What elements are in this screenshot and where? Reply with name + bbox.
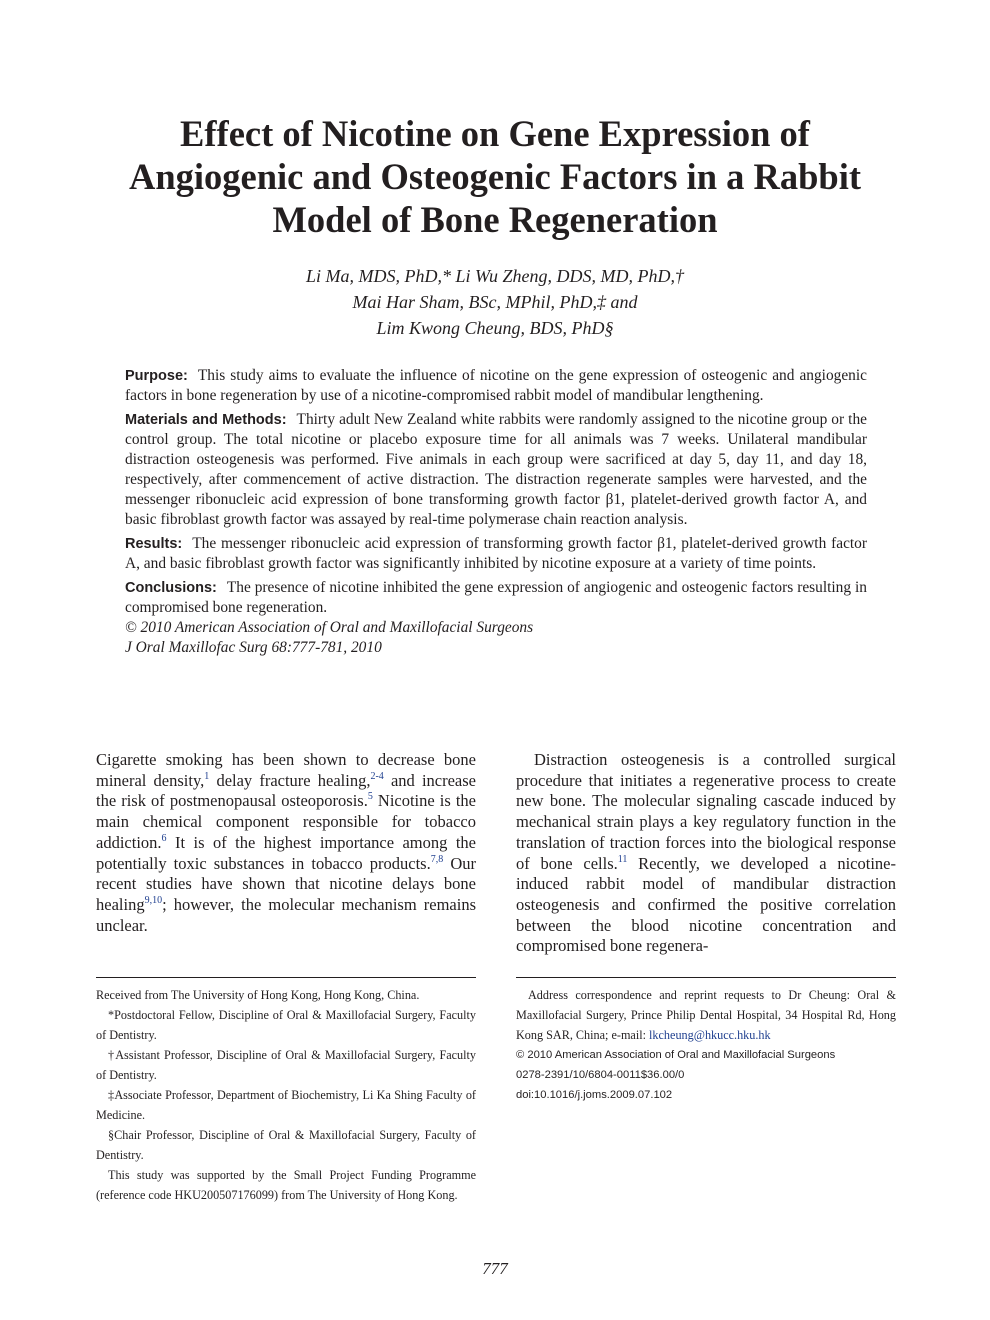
reference-link[interactable]: 7,8	[430, 853, 444, 865]
abstract-purpose	[125, 366, 867, 406]
author-line: Mai Har Sham, BSc, MPhil, PhD,‡ and	[352, 292, 638, 312]
footnote-divider	[96, 977, 476, 978]
funding-note: This study was supported by the Small Project Funding Programme (reference code HKU200507176099) from The University of Hong Kong.	[96, 1168, 476, 1202]
reference-link[interactable]: 1	[204, 770, 210, 782]
body-text: Distraction osteogenesis is a controlled surgical procedure that initiates a regenerative process to create new bone. The molecular signaling cascade induced by mechanical strain plays a key regulatory function in the translation of traction forces into the biological response of bone cells.	[516, 750, 896, 873]
body-text: Our recent studies have shown that nicotine delays bone healing	[96, 853, 476, 914]
page-number: 777	[482, 1259, 508, 1278]
author-line: Li Ma, MDS, PhD,* Li Wu Zheng, DDS, MD, PhD,†	[306, 266, 684, 286]
author-affiliation: *Postdoctoral Fellow, Discipline of Oral & Maxillofacial Surgery, Faculty of Dentistry.	[96, 1008, 476, 1042]
abstract-conclusions	[125, 578, 867, 618]
body-text: It is of the highest importance among the potentially toxic substances in tobacco products.	[96, 832, 476, 873]
author-affiliation: †Assistant Professor, Discipline of Oral & Maxillofacial Surgery, Faculty of Dentistry.	[96, 1048, 476, 1082]
email-link[interactable]: lkcheung@hkucc.hku.hk	[649, 1028, 771, 1042]
author-list	[200, 263, 790, 341]
abstract-methods	[125, 410, 867, 530]
methods-label: Materials and Methods:	[125, 412, 287, 428]
results-text: The messenger ribonucleic acid expression of transforming growth factor β1, platelet-derived growth factor A, and basic fibroblast growth factor was significantly inhibited by nicotine exposure at a variety of time points.	[125, 535, 867, 572]
footnotes-right	[516, 985, 896, 1105]
reference-link[interactable]: 2-4	[370, 770, 384, 782]
reference-link[interactable]: 11	[617, 853, 628, 865]
author-line: Lim Kwong Cheung, BDS, PhD§	[376, 318, 614, 338]
footnote-divider	[516, 977, 896, 978]
body-text: and increase the risk of postmenopausal osteoporosis.	[96, 770, 476, 811]
footnote-copyright: © 2010 American Association of Oral and Maxillofacial Surgeons	[516, 1049, 836, 1061]
body-paragraph	[516, 750, 896, 957]
reference-link[interactable]: 6	[161, 832, 167, 844]
article-title: Effect of Nicotine on Gene Expression of Angiogenic and Osteogenic Factors in a Rabbit Model of Bone Regeneration	[128, 113, 862, 240]
body-text: delay fracture healing,	[209, 770, 371, 790]
abstract-copyright: © 2010 American Association of Oral and Maxillofacial Surgeons	[125, 619, 534, 636]
issn-line: 0278-2391/10/6804-0011$36.00/0	[516, 1069, 685, 1081]
correspondence-note	[516, 985, 896, 1045]
body-column-right	[516, 750, 896, 957]
journal-citation: J Oral Maxillofac Surg 68:777-781, 2010	[125, 639, 382, 656]
body-text: Recently, we developed a nicotine-induced rabbit model of mandibular distraction osteogenesis and confirmed the positive correlation between the blood nicotine concentration and compromised bone regenera-	[516, 853, 896, 956]
abstract	[125, 366, 867, 658]
methods-text: Thirty adult New Zealand white rabbits were randomly assigned to the nicotine group or the control group. The total nicotine or placebo exposure time for all animals was 7 weeks. Unilateral mandibular distraction osteogenesis was performed. Five animals in each group were sacrificed at day 5, day 11, and day 18, respectively, after commencement of active distraction. The distraction regenerate samples were harvested, and the messenger ribonucleic acid expression of bone transforming growth factor β1, platelet-derived growth factor A, and basic fibroblast growth factor was assayed by real-time polymerase chain reaction analysis.	[125, 411, 867, 528]
purpose-label: Purpose:	[125, 368, 188, 384]
reference-link[interactable]: 5	[367, 791, 373, 803]
results-label: Results:	[125, 536, 183, 552]
received-note: Received from The University of Hong Kong, Hong Kong, China.	[96, 988, 420, 1002]
body-text: Nicotine is the main chemical component responsible for tobacco addiction.	[96, 791, 477, 852]
conclusions-text: The presence of nicotine inhibited the gene expression of angiogenic and osteogenic factors resulting in compromised bone regeneration.	[125, 579, 867, 616]
conclusions-label: Conclusions:	[125, 580, 217, 596]
doi-line[interactable]: doi:10.1016/j.joms.2009.07.102	[516, 1089, 673, 1101]
purpose-text: This study aims to evaluate the influence of nicotine on the gene expression of osteogenic and angiogenic factors in bone regeneration by use of a nicotine-compromised rabbit model of mandibular lengthening.	[125, 367, 867, 404]
author-affiliation: §Chair Professor, Discipline of Oral & Maxillofacial Surgery, Faculty of Dentistry.	[96, 1128, 476, 1162]
author-affiliation: ‡Associate Professor, Department of Biochemistry, Li Ka Shing Faculty of Medicine.	[96, 1088, 476, 1122]
reference-link[interactable]: 9,10	[144, 894, 163, 906]
body-paragraph	[96, 750, 476, 936]
body-text: ; however, the molecular mechanism remains unclear.	[96, 894, 476, 935]
abstract-results	[125, 534, 867, 574]
correspondence-text: Address correspondence and reprint requests to Dr Cheung: Oral & Maxillofacial Surgery, Prince Philip Dental Hospital, 34 Hospital Rd, Hong Kong SAR, China; e-mail:	[516, 988, 896, 1042]
body-text: Cigarette smoking has been shown to decrease bone mineral density,	[96, 750, 476, 790]
footnotes-left	[96, 985, 476, 1205]
body-column-left	[96, 750, 476, 936]
